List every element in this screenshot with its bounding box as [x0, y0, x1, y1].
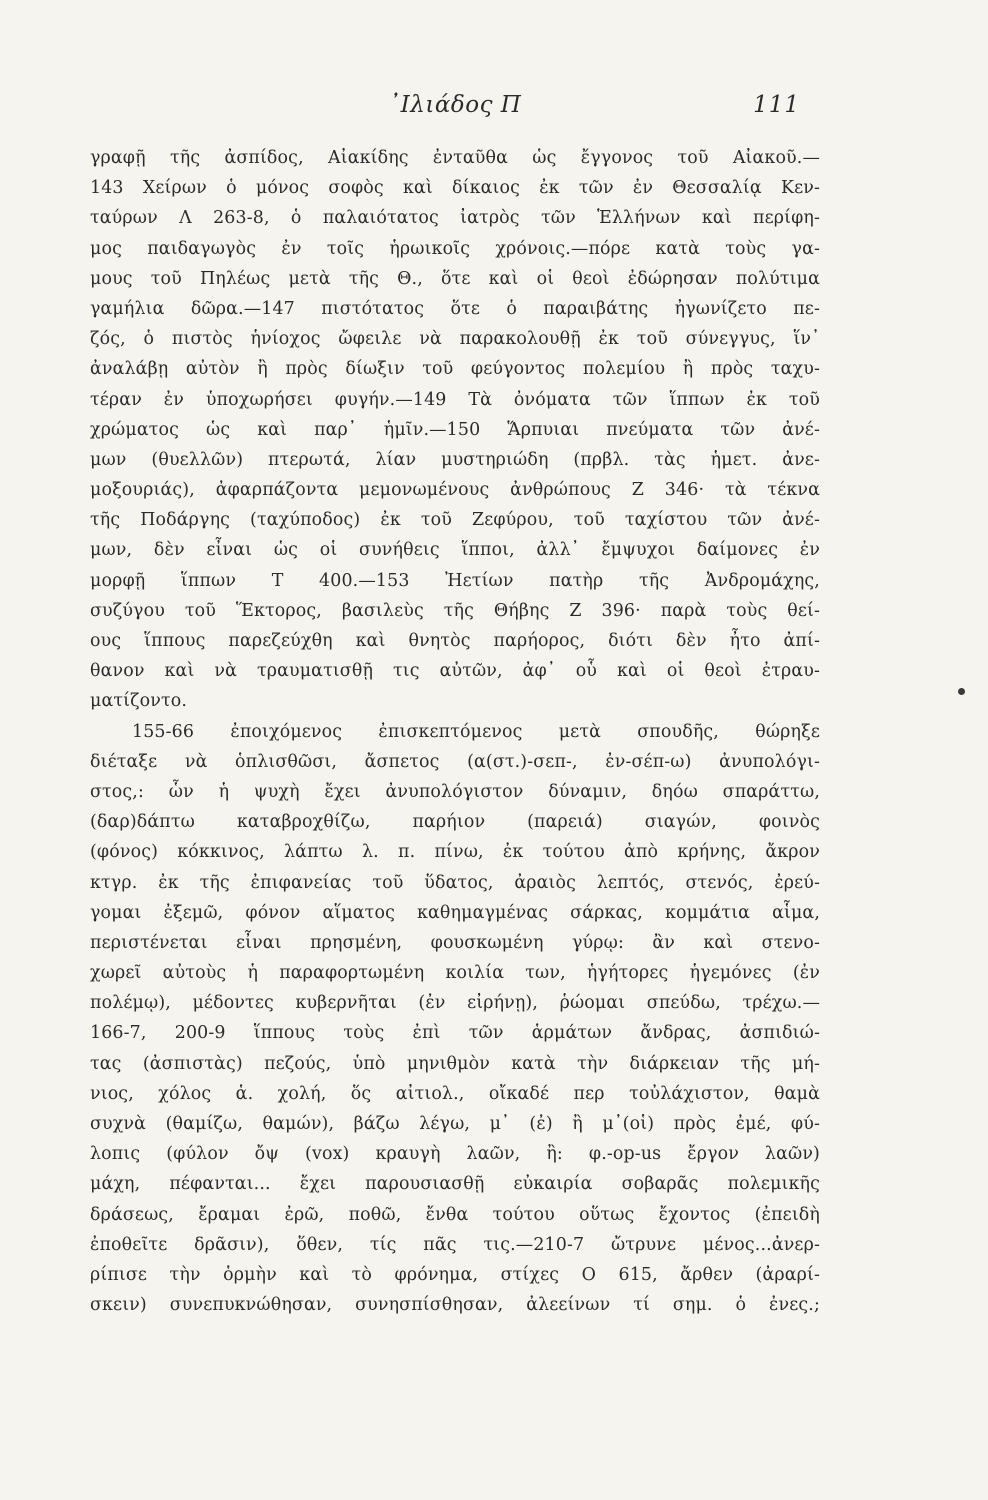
text-line: ματίζοντο.: [90, 691, 188, 712]
text-line: στος,: ὧν ἡ ψυχὴ ἔχει ἀνυπολόγιστον δύναμιν, δηόω σπαράττω,: [90, 781, 820, 802]
ink-dot: [958, 688, 965, 695]
text-line: γομαι ἐξεμῶ, φόνον αἵματος καθημαγμένας σάρκας, κομμάτια αἷμα,: [90, 902, 820, 923]
commentary-text: [90, 143, 820, 1320]
text-line: (δαρ)δάπτω καταβροχθίζω, παρήιον (παρειά) σιαγών, φοινὸς: [90, 812, 820, 833]
text-line: σκειν) συνεπυκνώθησαν, συνησπίσθησαν, ἀλεείνων τί σημ. ὁ ἐνες.;: [90, 1295, 820, 1316]
text-line: (φόνος) κόκκινος, λάπτω λ. π. πίνω, ἐκ τούτου ἀπὸ κρήνης, ἄκρον: [90, 842, 820, 863]
text-line: μους τοῦ Πηλέως μετὰ τῆς Θ., ὅτε καὶ οἱ θεοὶ ἐδώρησαν πολύτιμα: [90, 268, 820, 289]
running-title: ᾿Ιλιάδος Π: [388, 92, 522, 118]
text-line: μοξουριάς), ἀφαρπάζοντα μεμονωμένους ἀνθρώπους Ζ 346· τὰ τέκνα: [90, 480, 820, 501]
text-line: ους ἵππους παρεζεύχθη καὶ θνητὸς παρήορος, διότι δὲν ἦτο ἀπί-: [90, 631, 820, 651]
text-line: δράσεως, ἔραμαι ἐρῶ, ποθῶ, ἔνθα τούτου οὕτως ἔχοντος (ἐπειδὴ: [90, 1204, 820, 1225]
text-line: τέραν ἐν ὑποχωρήσει φυγήν.—149 Τὰ ὀνόματα τῶν ἵππων ἐκ τοῦ: [90, 389, 820, 410]
text-line: κτγρ. ἐκ τῆς ἐπιφανείας τοῦ ὕδατος, ἀραιὸς λεπτός, στενός, ἐρεύ-: [90, 872, 820, 893]
text-line: διέταξε νὰ ὁπλισθῶσι, ἄσπετος (α(στ.)-σεπ-, ἐν-σέπ-ω) ἀνυπολόγι-: [90, 751, 820, 772]
text-line: χωρεῖ αὐτοὺς ἡ παραφορτωμένη κοιλία των, ἡγήτορες ἡγεμόνες (ἐν: [90, 963, 820, 984]
text-line: 143 Χείρων ὁ μόνος σοφὸς καὶ δίκαιος ἐκ τῶν ἐν Θεσσαλίᾳ Κεν-: [90, 178, 820, 199]
text-line: θανον καὶ νὰ τραυματισθῇ τις αὐτῶν, ἀφ᾿ οὗ καὶ οἱ θεοὶ ἐτραυ-: [90, 661, 820, 682]
text-line: συχνὰ (θαμίζω, θαμών), βάζω λέγω, μ᾿ (ἐ) ἢ μ᾿(οἱ) πρὸς ἐμέ, φύ-: [90, 1114, 820, 1134]
text-line: νιος, χόλος ἁ. χολή, ὅς αἰτιολ., οἴκαδέ περ τοὐλάχιστον, θαμὰ: [90, 1083, 820, 1104]
text-line: μορφῇ ἵππων Τ 400.—153 Ἠετίων πατὴρ τῆς Ἀνδρομάχης,: [90, 570, 820, 591]
text-line: ἀναλάβῃ αὐτὸν ἢ πρὸς δίωξιν τοῦ φεύγοντος πολεμίου ἢ πρὸς ταχυ-: [90, 359, 820, 380]
page-header: [110, 92, 800, 128]
text-line: γραφῇ τῆς ἀσπίδος, Αἰακίδης ἐνταῦθα ὡς ἔγγονος τοῦ Αἰακοῦ.—: [90, 148, 820, 168]
text-line: πολέμῳ), μέδοντες κυβερνῆται (ἐν εἰρήνῃ), ῥώομαι σπεύδω, τρέχω.—: [90, 993, 820, 1014]
text-line: περιστένεται εἶναι πρησμένη, φουσκωμένη γύρῳ: ἂν καὶ στενο-: [90, 932, 820, 953]
text-line: ζός, ὁ πιστὸς ἡνίοχος ὤφειλε νὰ παρακολουθῇ ἐκ τοῦ σύνεγγυς, ἵν᾿: [90, 329, 820, 350]
text-line: μάχη, πέφανται... ἔχει παρουσιασθῇ εὐκαιρία σοβαρᾶς πολεμικῆς: [90, 1174, 820, 1195]
text-line: μων, δὲν εἶναι ὡς οἱ συνήθεις ἵπποι, ἀλλ᾿ ἔμψυχοι δαίμονες ἐν: [90, 540, 820, 561]
text-line: λοπις (φύλον ὄψ (vox) κραυγὴ λαῶν, ἢ: φ.-op-us ἔργον λαῶν): [90, 1144, 820, 1165]
text-line: γαμήλια δῶρα.—147 πιστότατος ὅτε ὁ παραιβάτης ἠγωνίζετο πε-: [90, 298, 820, 319]
text-line: 166-7, 200-9 ἵππους τοὺς ἐπὶ τῶν ἁρμάτων ἄνδρας, ἀσπιδιώ-: [90, 1023, 820, 1044]
text-line: ρίπισε τὴν ὁρμὴν καὶ τὸ φρόνημα, στίχες Ο 615, ἄρθεν (ἀραρί-: [90, 1264, 820, 1285]
text-line: μων (θυελλῶν) πτερωτά, λίαν μυστηριώδη (πρβλ. τὰς ἡμετ. ἀνε-: [90, 449, 820, 470]
text-line: τῆς Ποδάργης (ταχύποδος) ἐκ τοῦ Ζεφύρου, τοῦ ταχίστου τῶν ἀνέ-: [90, 510, 820, 531]
page-number: 111: [753, 92, 800, 118]
text-line: μος παιδαγωγὸς ἐν τοῖς ἡρωικοῖς χρόνοις.—πόρε κατὰ τοὺς γα-: [90, 238, 820, 259]
text-line: χρώματος ὡς καὶ παρ᾿ ἡμῖν.—150 Ἅρπυιαι πνεύματα τῶν ἀνέ-: [90, 419, 820, 440]
text-line: ταύρων Λ 263-8, ὁ παλαιότατος ἰατρὸς τῶν Ἑλλήνων καὶ περίφη-: [90, 208, 820, 229]
text-line: τας (ἀσπιστὰς) πεζούς, ὑπὸ μηνιθμὸν κατὰ τὴν διάρκειαν τῆς μή-: [90, 1053, 820, 1074]
text-line: ἐποθεῖτε δρᾶσιν), ὅθεν, τίς πᾶς τις.—210-7 ὤτρυνε μένος...ἀνερ-: [90, 1234, 820, 1255]
paragraph-first-line: 155-66 ἐποιχόμενος ἐπισκεπτόμενος μετὰ σπουδῆς, θώρηξε: [132, 721, 820, 742]
text-line: συζύγου τοῦ Ἕκτορος, βασιλεὺς τῆς Θήβης Ζ 396· παρὰ τοὺς θεί-: [90, 600, 820, 621]
